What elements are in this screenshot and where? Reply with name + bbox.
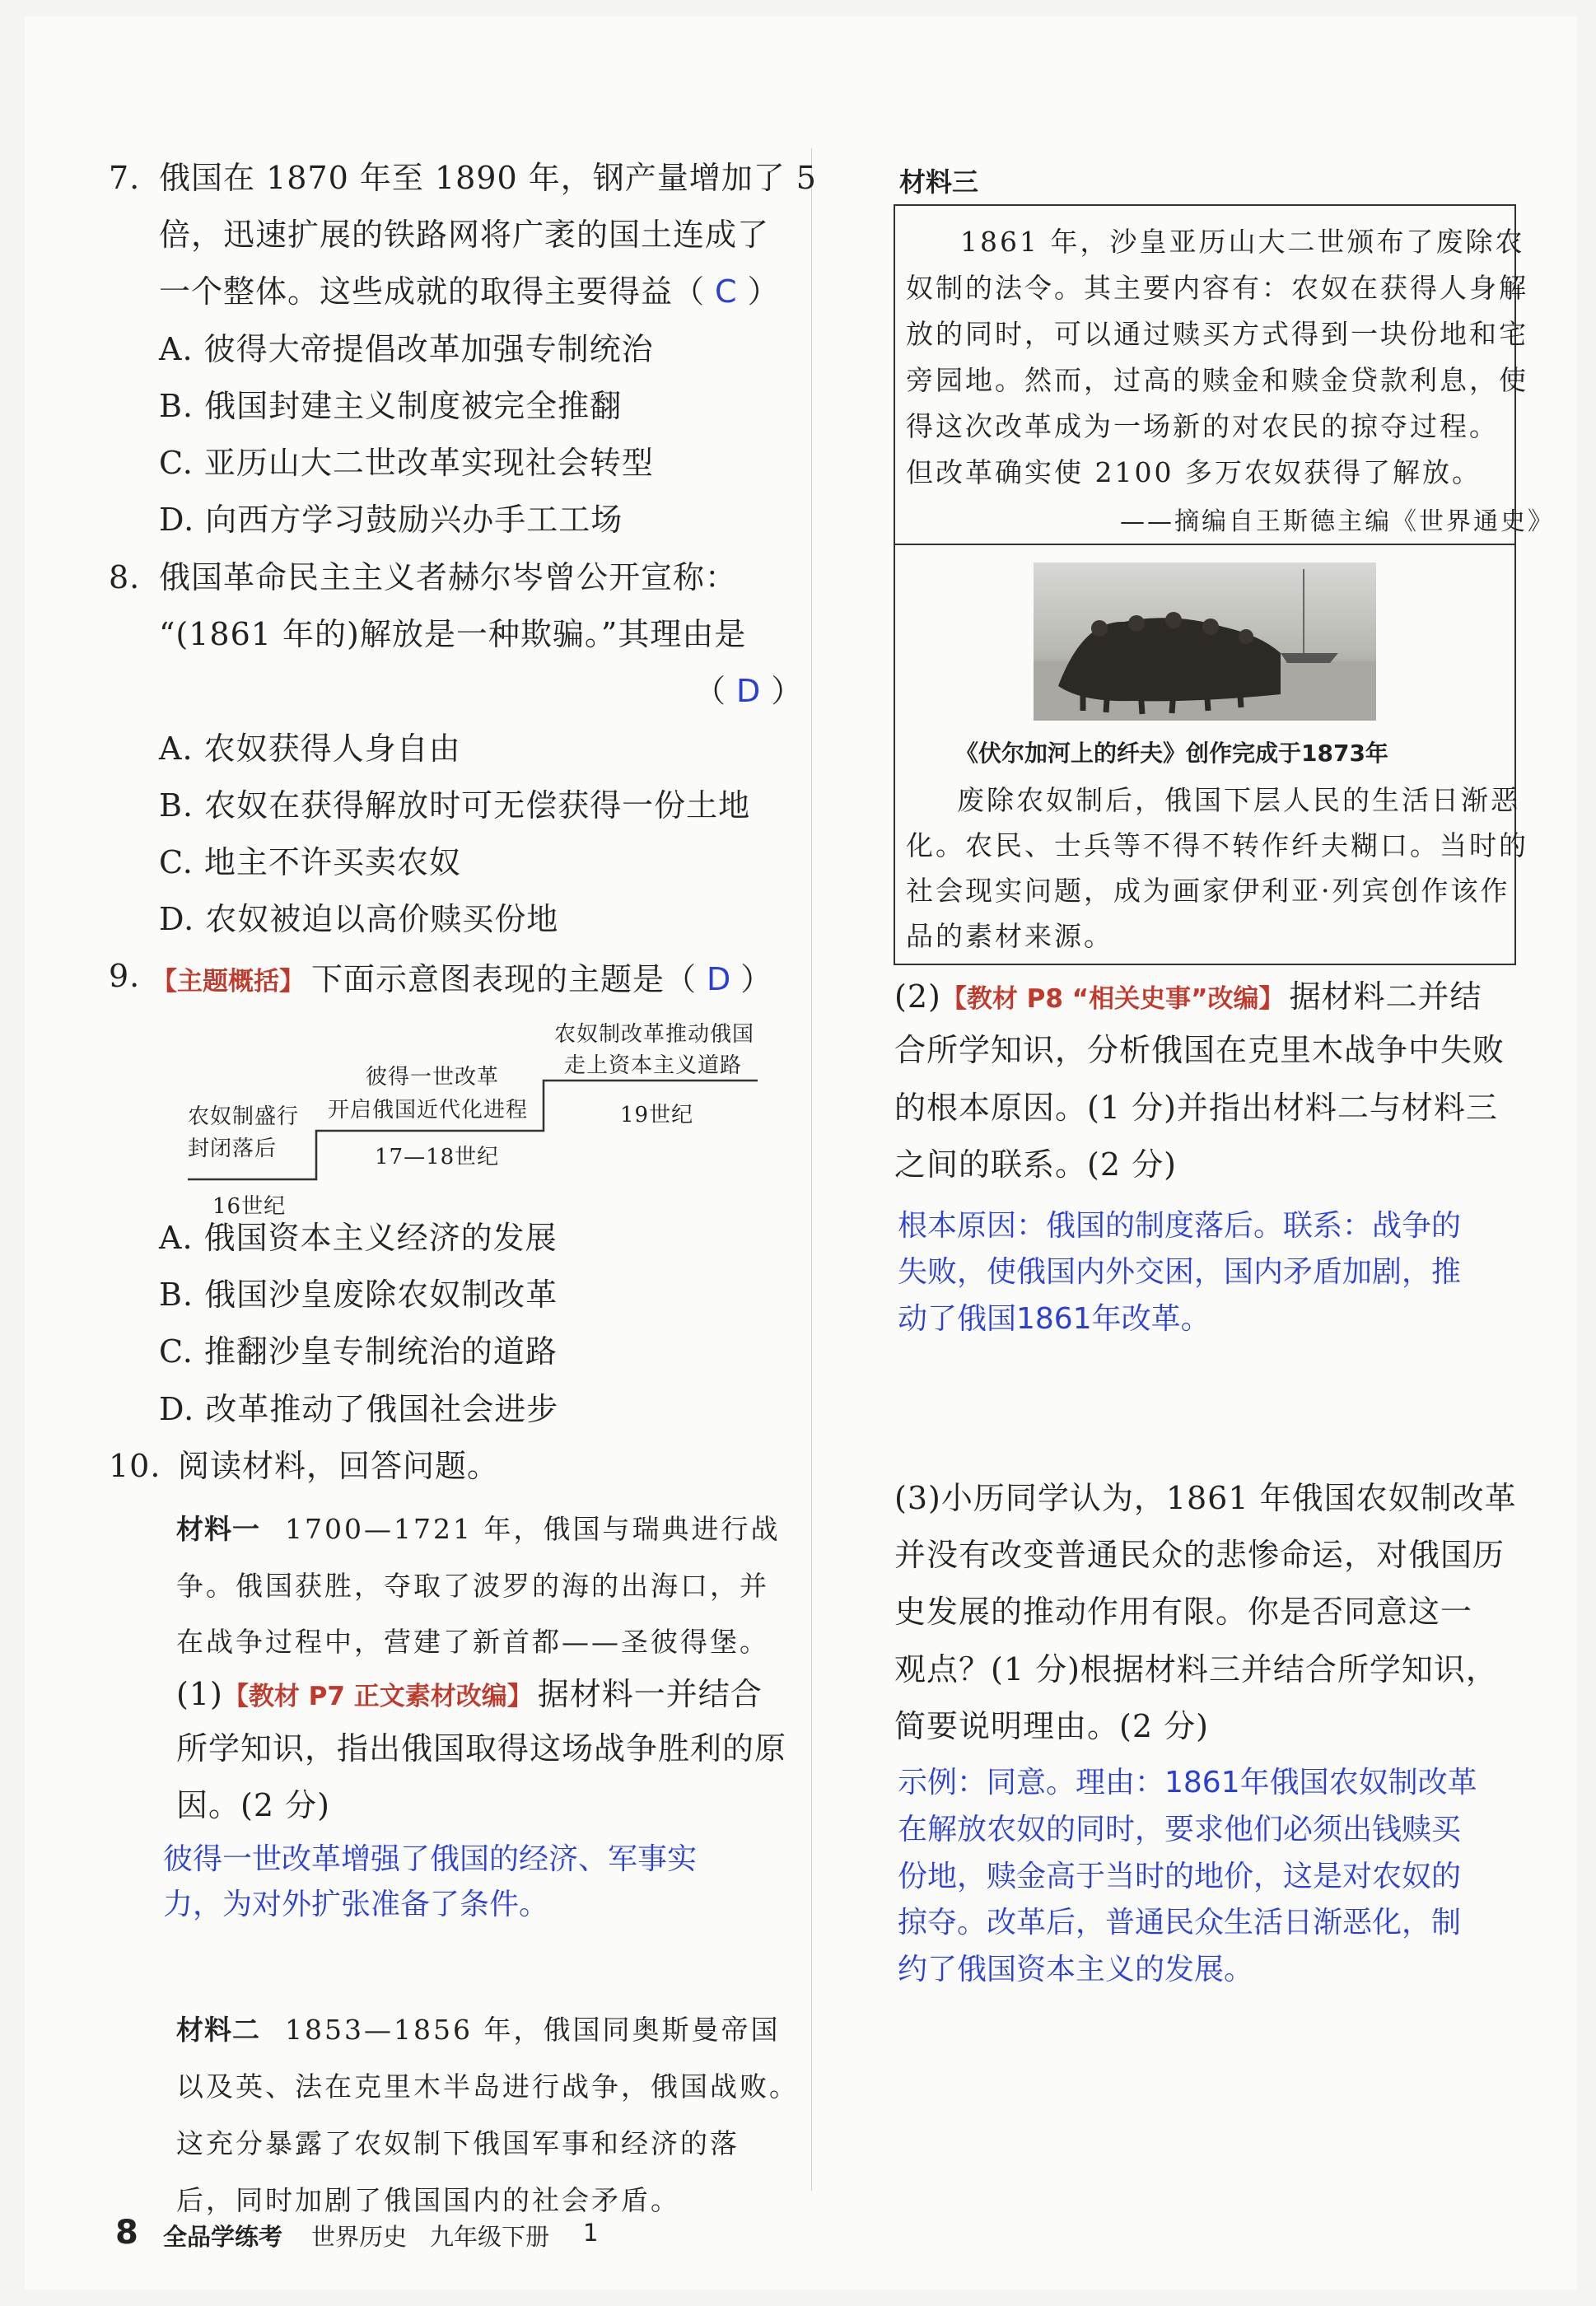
q7-option-a: A. 彼得大帝提倡改革加强专制统治: [159, 331, 654, 367]
q8-answer: D: [736, 673, 762, 709]
material-3-inner-divider: [894, 544, 1516, 545]
footer-volume: 1: [583, 2219, 599, 2247]
material-3-label: 材料三: [899, 166, 979, 198]
q10-part1-line-1: (1)【教材 P7 正文素材改编】 据材料一并结合: [176, 1676, 763, 1712]
column-divider: [811, 148, 812, 2191]
q9-number: 9.: [109, 958, 141, 994]
material-3-line-1: 1861 年，沙皇亚历山大二世颁布了废除农: [960, 226, 1525, 258]
q10-answer3-line-5: 约了俄国资本主义的发展。: [898, 1953, 1254, 1986]
material-2-label: 材料二: [176, 2014, 260, 2046]
q10-part2-line-3: 的根本原因。(1 分)并指出材料二与材料三: [894, 1090, 1498, 1126]
q9-option-c: C. 推翻沙皇专制统治的道路: [159, 1333, 558, 1370]
q10-part3-line-2: 并没有改变普通民众的悲惨命运，对俄国历: [894, 1537, 1505, 1573]
material-2-line-3: 这充分暴露了农奴制下俄国军事和经济的落: [176, 2127, 740, 2159]
q8-option-a: A. 农奴获得人身自由: [159, 731, 461, 767]
q10-part3-line-5: 简要说明理由。(2 分): [894, 1708, 1209, 1744]
q10-part2-tag: 【教材 P8 “相关史事”改编】: [940, 984, 1285, 1014]
painting-text-line-2: 化。农民、士兵等不得不转作纤夫糊口。当时的: [906, 829, 1528, 861]
diagram-stage2-line2: 开启俄国近代化进程: [328, 1098, 529, 1123]
material-1-line-3: 在战争过程中，营建了新首都——圣彼得堡。: [176, 1626, 769, 1658]
q7-line-3: 一个整体。这些成就的取得主要得益（ C ）: [159, 273, 780, 310]
diagram-stage3-era: 19世纪: [620, 1103, 694, 1127]
q10-part3-line-1: (3)小历同学认为，1861 年俄国农奴制改革: [894, 1480, 1517, 1516]
q10-answer2-line-3: 动了俄国1861年改革。: [898, 1302, 1211, 1336]
q10-part1-tag: 【教材 P7 正文素材改编】: [222, 1682, 533, 1711]
material-1-label: 材料一: [176, 1513, 260, 1545]
q8-option-c: C. 地主不许买卖农奴: [159, 844, 461, 880]
painting-text-line-4: 品的素材来源。: [906, 920, 1113, 952]
painting-text-line-3: 社会现实问题，成为画家伊利亚·列宾创作该作: [906, 875, 1510, 907]
q10-part1-line-3: 因。(2 分): [176, 1787, 330, 1823]
painting-text-line-1: 废除农奴制后，俄国下层人民的生活日渐恶: [957, 784, 1520, 816]
diagram-stage1-era: 16世纪: [212, 1194, 287, 1219]
q10-answer2-line-2: 失败，使俄国内外交困，国内矛盾加剧，推: [898, 1255, 1462, 1289]
material-1-line-2: 争。俄国获胜，夺取了波罗的海的出海口，并: [176, 1570, 769, 1602]
q9-option-a: A. 俄国资本主义经济的发展: [159, 1220, 558, 1256]
material-3-line-3: 放的同时，可以通过赎买方式得到一块份地和宅: [906, 318, 1528, 350]
material-2-line-4: 后，同时加剧了俄国国内的社会矛盾。: [176, 2184, 680, 2216]
q8-answer-bracket: （ D ）: [694, 673, 804, 709]
q9-stem: 【主题概括】 下面示意图表现的主题是（ D ）: [152, 961, 773, 997]
q10-answer3-line-1: 示例：同意。理由：1861年俄国农奴制改革: [898, 1766, 1477, 1800]
q10-answer2-line-1: 根本原因：俄国的制度落后。联系：战争的: [898, 1209, 1462, 1243]
diagram-stage3-line2: 走上资本主义道路: [564, 1053, 743, 1078]
material-2-line-1: 材料二 1853—1856 年，俄国同奥斯曼帝国: [176, 2014, 781, 2046]
q9-tag: 【主题概括】: [152, 967, 305, 997]
q7-option-b: B. 俄国封建主义制度被完全推翻: [159, 388, 623, 424]
footer-grade: 九年级下册: [430, 2223, 550, 2251]
diagram-stage2-era: 17—18世纪: [375, 1145, 500, 1169]
diagram-stage1-line2: 封闭落后: [188, 1137, 278, 1161]
footer-book-title: 全品学练考: [163, 2223, 283, 2251]
q10-part3-line-4: 观点？(1 分)根据材料三并结合所学知识，: [894, 1651, 1498, 1687]
diagram-stage2-line1: 彼得一世改革: [366, 1065, 500, 1090]
diagram-stage1-line1: 农奴制盛行: [188, 1104, 300, 1129]
q9-answer: D: [707, 961, 731, 997]
footer-subject: 世界历史: [311, 2223, 408, 2251]
volga-boatmen-painting: [1034, 562, 1376, 721]
q7-line-2: 倍，迅速扩展的铁路网将广袤的国土连成了: [159, 217, 770, 253]
q10-answer3-line-2: 在解放农奴的同时，要求他们必须出钱赎买: [898, 1813, 1462, 1846]
painting-caption: 《伏尔加河上的纤夫》创作完成于1873年: [955, 740, 1388, 767]
q10-part2-line-1: (2)【教材 P8 “相关史事”改编】 据材料二并结: [894, 978, 1482, 1015]
page-number: 8: [115, 2214, 138, 2252]
q7-option-c: C. 亚历山大二世改革实现社会转型: [159, 445, 654, 481]
q10-answer3-line-4: 掠夺。改革后，普通民众生活日渐恶化，制: [898, 1906, 1462, 1940]
q10-part2-line-4: 之间的联系。(2 分): [894, 1146, 1177, 1183]
q7-line-1: 俄国在 1870 年至 1890 年，钢产量增加了 5: [159, 160, 817, 196]
diagram-stage3-line1: 农奴制改革推动俄国: [554, 1022, 755, 1047]
q10-answer1-line-2: 力，为对外扩张准备了条件。: [163, 1888, 549, 1921]
q7-option-d: D. 向西方学习鼓励兴办手工工场: [159, 502, 623, 538]
q10-part3-line-3: 史发展的推动作用有限。你是否同意这一: [894, 1594, 1473, 1630]
q7-number: 7.: [109, 160, 141, 196]
q10-number: 10.: [109, 1448, 161, 1484]
q7-answer: C: [715, 273, 738, 310]
q8-option-b: B. 农奴在获得解放时可无偿获得一份土地: [159, 787, 751, 824]
material-2-line-2: 以及英、法在克里木半岛进行战争，俄国战败。: [176, 2070, 799, 2103]
q9-text: 下面示意图表现的主题是（: [311, 961, 698, 997]
q9-option-d: D. 改革推动了俄国社会进步: [159, 1391, 559, 1427]
material-3-line-6: 但改革确实使 2100 多万农奴获得了解放。: [906, 456, 1482, 488]
q9-option-b: B. 俄国沙皇废除农奴制改革: [159, 1277, 558, 1313]
material-1-line-1: 材料一 1700—1721 年，俄国与瑞典进行战: [176, 1513, 781, 1545]
material-3-line-5: 得这次改革成为一场新的对农民的掠夺过程。: [906, 410, 1499, 442]
q8-line-1: 俄国革命民主主义者赫尔岑曾公开宣称：: [159, 559, 738, 595]
q8-option-d: D. 农奴被迫以高价赎买份地: [159, 901, 559, 937]
q10-part2-line-2: 合所学知识，分析俄国在克里木战争中失败: [894, 1032, 1505, 1068]
q10-answer1-line-1: 彼得一世改革增强了俄国的经济、军事实: [163, 1842, 698, 1876]
material-3-source: ——摘编自王斯德主编《世界通史》: [1120, 507, 1555, 536]
q8-line-2: “(1861 年的)解放是一种欺骗。”其理由是: [159, 616, 747, 652]
q10-answer3-line-3: 份地，赎金高于当时的地价，这是对农奴的: [898, 1860, 1462, 1893]
material-3-line-4: 旁园地。然而，过高的赎金和赎金贷款利息，使: [906, 364, 1528, 396]
material-3-line-2: 奴制的法令。其主要内容有：农奴在获得人身解: [906, 272, 1528, 304]
q8-number: 8.: [109, 559, 141, 595]
q10-part1-line-2: 所学知识，指出俄国取得这场战争胜利的原: [176, 1730, 787, 1767]
q10-intro: 阅读材料，回答问题。: [178, 1448, 500, 1484]
